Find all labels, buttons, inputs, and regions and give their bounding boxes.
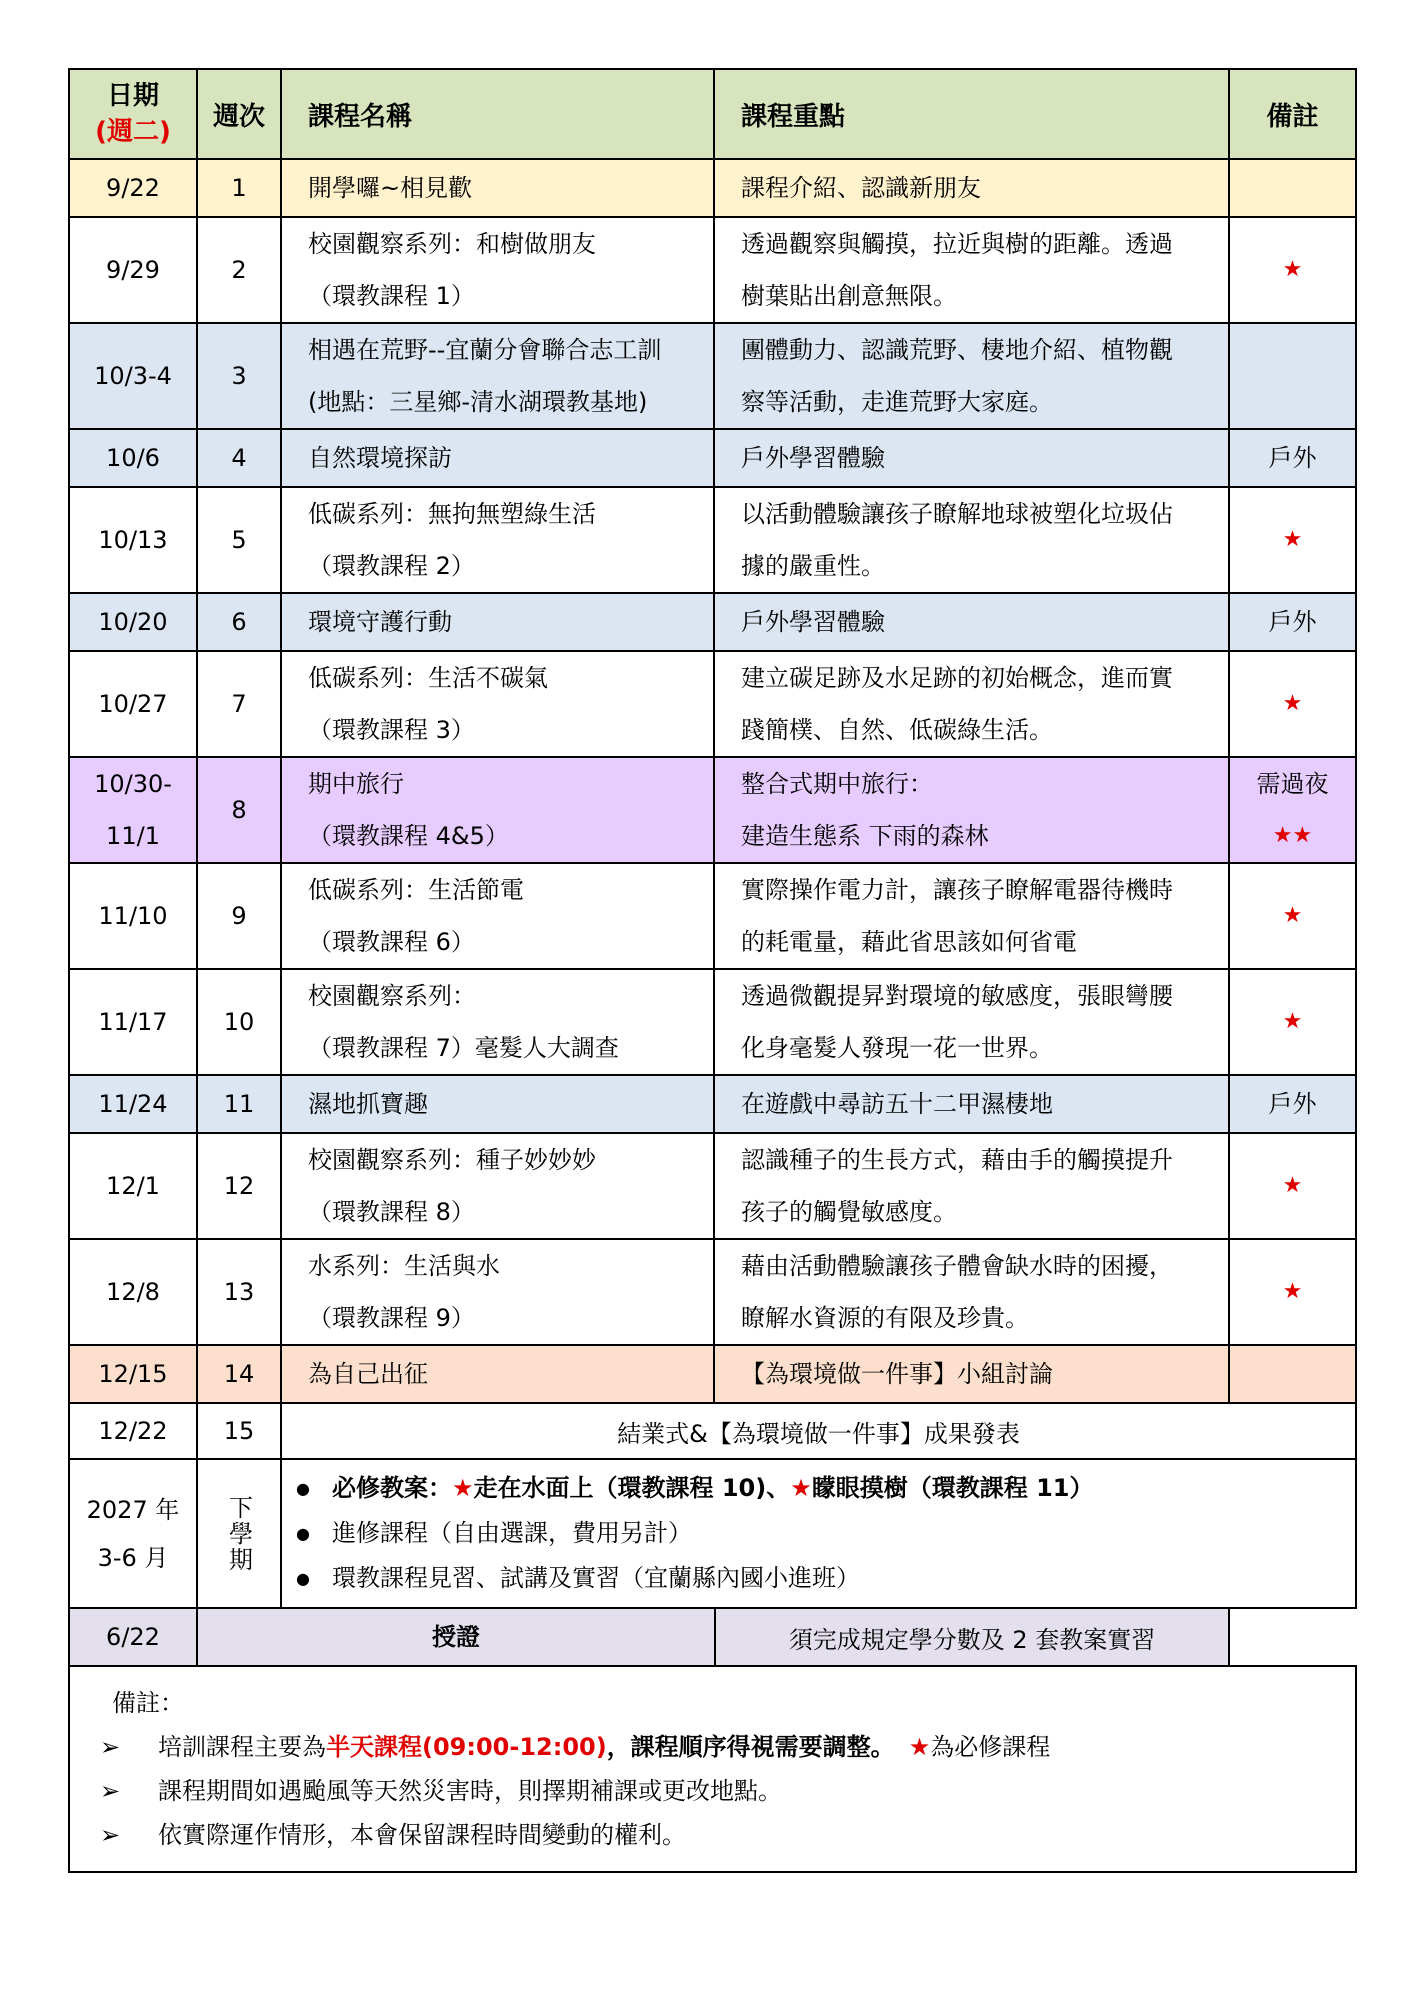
row-date: 10/30- xyxy=(94,770,172,798)
cell-focus xyxy=(714,593,1229,651)
cell-date xyxy=(69,1133,197,1239)
arrow-bullet-icon: ➢ xyxy=(100,1777,121,1805)
row-date: 9/22 xyxy=(106,174,160,202)
cell-name xyxy=(281,1075,714,1133)
row-date: 12/8 xyxy=(106,1278,160,1306)
note-1c: 為必修課程 xyxy=(930,1733,1051,1761)
note-1a: 培訓課程主要為 xyxy=(158,1733,326,1761)
table-row xyxy=(69,429,1356,487)
cell-date xyxy=(69,1239,197,1345)
header-date-label: 日期 xyxy=(106,81,159,111)
next-date-months: 3-6 月 xyxy=(97,1543,169,1572)
cell-date xyxy=(69,863,197,969)
cell-date xyxy=(69,1345,197,1403)
cell-date xyxy=(69,651,197,757)
cell-week xyxy=(197,1075,281,1133)
row-course-name: 水系列：生活與水 xyxy=(308,1252,500,1280)
table-row xyxy=(69,217,1356,323)
cell-name xyxy=(281,1345,714,1403)
table-row xyxy=(69,1075,1356,1133)
cell-note xyxy=(1229,1075,1356,1133)
required-course-1: 走在水面上（環教課程 10)、 xyxy=(473,1474,791,1502)
row-note: 戶外 xyxy=(1268,1090,1317,1118)
table-row xyxy=(69,487,1356,593)
list-item: ● 環教課程見習、試講及實習（宜蘭縣內國小進班） xyxy=(296,1556,1355,1601)
next-semester-list-cell xyxy=(281,1459,1356,1608)
cell-name xyxy=(281,863,714,969)
required-star-icon: ★ xyxy=(1282,1173,1303,1198)
cert-requirement: 須完成規定學分數及 2 套教案實習 xyxy=(788,1625,1156,1654)
next-date-year: 2027 年 xyxy=(86,1495,180,1524)
cell-name xyxy=(281,487,714,593)
cell-name xyxy=(281,651,714,757)
row-week: 1 xyxy=(231,174,247,202)
cell-week xyxy=(197,1239,281,1345)
note-item xyxy=(100,1769,1355,1813)
required-star-icon: ★ xyxy=(1282,691,1303,716)
note-item xyxy=(100,1725,1355,1769)
cell-name xyxy=(281,323,714,429)
row-course-sub: （環教課程 2） xyxy=(308,552,475,580)
cell-note xyxy=(1229,1239,1356,1345)
cell-focus xyxy=(714,1345,1229,1403)
header-note: 備註 xyxy=(1229,69,1356,159)
arrow-bullet-icon: ➢ xyxy=(100,1733,121,1761)
row-focus-line1: 以活動體驗讓孩子瞭解地球被塑化垃圾佔 xyxy=(741,500,1173,528)
table-row-next-semester xyxy=(69,1459,1356,1608)
notes-title: 備註： xyxy=(112,1689,184,1717)
course-schedule-table xyxy=(68,68,1357,1873)
table-row xyxy=(69,1345,1356,1403)
required-star-icon: ★ xyxy=(1282,903,1303,928)
row-course-sub: （環教課程 7）毫髮人大調查 xyxy=(308,1034,619,1062)
cell-week xyxy=(197,1459,281,1608)
cell-note xyxy=(1229,757,1356,863)
row-date: 12/15 xyxy=(98,1360,168,1388)
cell-week: 15 xyxy=(197,1403,281,1459)
row-date: 11/10 xyxy=(98,902,168,930)
cell-name xyxy=(281,593,714,651)
header-row xyxy=(69,69,1356,159)
row-course-name: 校園觀察系列： xyxy=(308,982,476,1010)
cell-date xyxy=(69,487,197,593)
cell-name xyxy=(281,1133,714,1239)
required-star-icon: ★ xyxy=(1282,1279,1303,1304)
row-course-name: 低碳系列：無拘無塑綠生活 xyxy=(308,500,596,528)
cell-focus xyxy=(714,863,1229,969)
table-row xyxy=(69,651,1356,757)
cell-note xyxy=(1229,323,1356,429)
cell-focus xyxy=(714,159,1229,217)
row-focus-line1: 團體動力、認識荒野、棲地介紹、植物觀 xyxy=(741,336,1173,364)
row-focus-line1: 透過微觀提昇對環境的敏感度，張眼彎腰 xyxy=(741,982,1173,1010)
required-star-icon: ★ xyxy=(1282,257,1303,282)
cell-week xyxy=(197,217,281,323)
cell-date: 12/22 xyxy=(69,1403,197,1459)
cell-name xyxy=(281,217,714,323)
row-focus-line2: 樹葉貼出創意無限。 xyxy=(741,282,957,310)
required-star-icon: ★ xyxy=(1282,527,1303,552)
row-date: 10/3-4 xyxy=(94,362,172,390)
row-focus-line1: 認識種子的生長方式，藉由手的觸摸提升 xyxy=(741,1146,1173,1174)
next-semester-label: 下學期 xyxy=(224,1494,253,1573)
cell-name xyxy=(281,159,714,217)
cell-focus xyxy=(714,323,1229,429)
row-course-sub: （環教課程 3） xyxy=(308,716,475,744)
cell-note xyxy=(1229,159,1356,217)
row-course-sub: （環教課程 1） xyxy=(308,282,475,310)
cell-note xyxy=(1229,217,1356,323)
cell-focus xyxy=(714,1239,1229,1345)
table-row xyxy=(69,757,1356,863)
row-date: 9/29 xyxy=(106,256,160,284)
cell-week xyxy=(197,487,281,593)
row-course-name: 環境守護行動 xyxy=(308,608,452,636)
row-note: 需過夜 xyxy=(1256,770,1329,798)
cell-date xyxy=(69,217,197,323)
row-focus-line2: 的耗電量，藉此省思該如何省電 xyxy=(741,928,1077,956)
row-course-sub: (地點：三星鄉-清水湖環教基地) xyxy=(308,388,648,416)
note-1-half-day: 半天課程(09:00-12:00) xyxy=(326,1733,607,1761)
table-row xyxy=(69,1239,1356,1345)
table-row xyxy=(69,1133,1356,1239)
cell-name xyxy=(281,1239,714,1345)
table-row xyxy=(69,863,1356,969)
table-row-notes xyxy=(69,1666,1356,1872)
cell-note xyxy=(1229,429,1356,487)
row-focus-line1: 【為環境做一件事】小組討論 xyxy=(741,1360,1053,1388)
row-focus-line1: 在遊戲中尋訪五十二甲濕棲地 xyxy=(741,1090,1053,1118)
row-focus-line1: 課程介紹、認識新朋友 xyxy=(741,174,981,202)
row-focus-line1: 透過觀察與觸摸，拉近與樹的距離。透過 xyxy=(741,230,1173,258)
row-course-name: 校園觀察系列：和樹做朋友 xyxy=(308,230,596,258)
table-row xyxy=(69,323,1356,429)
cell-focus xyxy=(714,1075,1229,1133)
row-week: 7 xyxy=(231,690,247,718)
row-focus-line2: 察等活動，走進荒野大家庭。 xyxy=(741,388,1053,416)
table-row xyxy=(69,159,1356,217)
cell-focus xyxy=(714,651,1229,757)
row-focus-line2: 踐簡樸、自然、低碳綠生活。 xyxy=(741,716,1053,744)
table-row xyxy=(69,969,1356,1075)
required-course-2: 矇眼摸樹（環教課程 11） xyxy=(811,1474,1094,1502)
cell-date xyxy=(69,1459,197,1608)
cell-week xyxy=(197,1133,281,1239)
cell-note xyxy=(1229,651,1356,757)
row-course-sub: （環教課程 4&5） xyxy=(308,822,509,850)
row-date: 12/1 xyxy=(106,1172,160,1200)
row-course-name: 相遇在荒野--宜蘭分會聯合志工訓 xyxy=(308,336,662,364)
cell-note xyxy=(1229,1133,1356,1239)
row-course-sub: （環教課程 8） xyxy=(308,1198,475,1226)
cell-date xyxy=(69,323,197,429)
cell-week xyxy=(197,757,281,863)
row-course-name: 為自己出征 xyxy=(308,1360,428,1388)
row-course-name: 低碳系列：生活不碳氣 xyxy=(308,664,548,692)
cell-week xyxy=(197,863,281,969)
row-week: 4 xyxy=(231,444,247,472)
row-date: 10/20 xyxy=(98,608,168,636)
note-2: 課程期間如遇颱風等天然災害時，則擇期補課或更改地點。 xyxy=(158,1777,782,1805)
cell-week xyxy=(197,651,281,757)
required-star-icon: ★ xyxy=(908,1733,931,1761)
cell-date xyxy=(69,1075,197,1133)
cell-date: 6/22 xyxy=(69,1608,197,1666)
row-week: 12 xyxy=(223,1172,255,1200)
cell-focus xyxy=(714,217,1229,323)
cell-focus xyxy=(714,757,1229,863)
row-focus-line2: 孩子的觸覺敏感度。 xyxy=(741,1198,957,1226)
row-focus-line1: 整合式期中旅行： xyxy=(741,770,933,798)
closing-ceremony-text: 結業式&【為環境做一件事】成果發表 xyxy=(281,1403,1356,1459)
row-course-name: 期中旅行 xyxy=(308,770,404,798)
cell-focus xyxy=(714,429,1229,487)
cell-week xyxy=(197,323,281,429)
cell-note xyxy=(1229,969,1356,1075)
row-course-name: 低碳系列：生活節電 xyxy=(308,876,524,904)
required-star-icon: ★ xyxy=(451,1474,474,1502)
row-date: 11/24 xyxy=(98,1090,168,1118)
header-name: 課程名稱 xyxy=(281,69,714,159)
row-date-2: 11/1 xyxy=(106,822,160,850)
row-note: 戶外 xyxy=(1268,444,1317,472)
cell-date xyxy=(69,757,197,863)
row-course-sub: （環教課程 9） xyxy=(308,1304,475,1332)
schedule-body xyxy=(69,159,1356,1872)
cell-week xyxy=(197,1345,281,1403)
required-star-icon: ★ xyxy=(1282,1009,1303,1034)
header-focus: 課程重點 xyxy=(714,69,1229,159)
table-row-closing xyxy=(69,1403,1356,1459)
cell-date xyxy=(69,593,197,651)
row-week: 11 xyxy=(223,1090,255,1118)
row-week: 9 xyxy=(231,902,247,930)
cell-name xyxy=(281,757,714,863)
header-week: 週次 xyxy=(197,69,281,159)
required-star-icon: ★ xyxy=(790,1474,812,1502)
row-week: 3 xyxy=(231,362,247,390)
row-focus-line2: 化身毫髮人發現一花一世界。 xyxy=(741,1034,1053,1062)
cell-note xyxy=(1229,863,1356,969)
cell-focus xyxy=(714,487,1229,593)
required-star-icon: ★★ xyxy=(1272,823,1313,848)
table-row-certification xyxy=(69,1608,1356,1666)
row-date: 10/6 xyxy=(106,444,160,472)
cell-week xyxy=(197,593,281,651)
cell-focus xyxy=(714,1133,1229,1239)
certification-label xyxy=(197,1608,1229,1666)
row-focus-line1: 藉由活動體驗讓孩子體會缺水時的困擾， xyxy=(741,1252,1173,1280)
row-week: 10 xyxy=(223,1008,255,1036)
row-course-sub: （環教課程 6） xyxy=(308,928,475,956)
notes-cell xyxy=(69,1666,1356,1872)
row-week: 5 xyxy=(231,526,247,554)
arrow-bullet-icon: ➢ xyxy=(100,1821,121,1849)
table-row xyxy=(69,593,1356,651)
row-focus-line2: 建造生態系 下雨的森林 xyxy=(741,822,989,850)
cell-date xyxy=(69,969,197,1075)
cell-week xyxy=(197,969,281,1075)
cell-week xyxy=(197,159,281,217)
cell-note xyxy=(1229,593,1356,651)
row-focus-line2: 瞭解水資源的有限及珍貴。 xyxy=(741,1304,1029,1332)
cell-date xyxy=(69,159,197,217)
row-week: 13 xyxy=(223,1278,255,1306)
row-focus-line2: 據的嚴重性。 xyxy=(741,552,885,580)
row-focus-line1: 實際操作電力計，讓孩子瞭解電器待機時 xyxy=(741,876,1173,904)
cell-focus xyxy=(714,969,1229,1075)
list-item xyxy=(296,1466,1355,1511)
header-date-sub: (週二) xyxy=(95,117,171,147)
list-item: ● 進修課程（自由選課，費用另計） xyxy=(296,1511,1355,1556)
row-week: 14 xyxy=(223,1360,255,1388)
cell-name xyxy=(281,429,714,487)
row-note: 戶外 xyxy=(1268,608,1317,636)
note-1b: ，課程順序得視需要調整。 xyxy=(606,1733,895,1761)
note-item xyxy=(100,1813,1355,1857)
row-focus-line1: 戶外學習體驗 xyxy=(741,608,885,636)
cell-note xyxy=(1229,1345,1356,1403)
row-date: 10/27 xyxy=(98,690,168,718)
cell-note xyxy=(1229,487,1356,593)
cert-label: 授證 xyxy=(198,1609,716,1665)
row-course-name: 開學囉~相見歡 xyxy=(308,174,473,202)
row-week: 8 xyxy=(231,796,247,824)
row-date: 11/17 xyxy=(98,1008,168,1036)
row-date: 10/13 xyxy=(98,526,168,554)
required-label: 必修教案： xyxy=(331,1474,452,1502)
next-semester-list xyxy=(282,1460,1355,1607)
cell-date xyxy=(69,429,197,487)
row-course-name: 校園觀察系列：種子妙妙妙 xyxy=(308,1146,596,1174)
row-focus-line1: 建立碳足跡及水足跡的初始概念，進而實 xyxy=(741,664,1173,692)
note-3: 依實際運作情形，本會保留課程時間變動的權利。 xyxy=(158,1821,686,1849)
row-week: 2 xyxy=(231,256,247,284)
row-focus-line1: 戶外學習體驗 xyxy=(741,444,885,472)
row-course-name: 自然環境探訪 xyxy=(308,444,452,472)
cell-week xyxy=(197,429,281,487)
row-course-name: 濕地抓寶趣 xyxy=(308,1090,428,1118)
row-week: 6 xyxy=(231,608,247,636)
header-date xyxy=(69,69,197,159)
cell-name xyxy=(281,969,714,1075)
